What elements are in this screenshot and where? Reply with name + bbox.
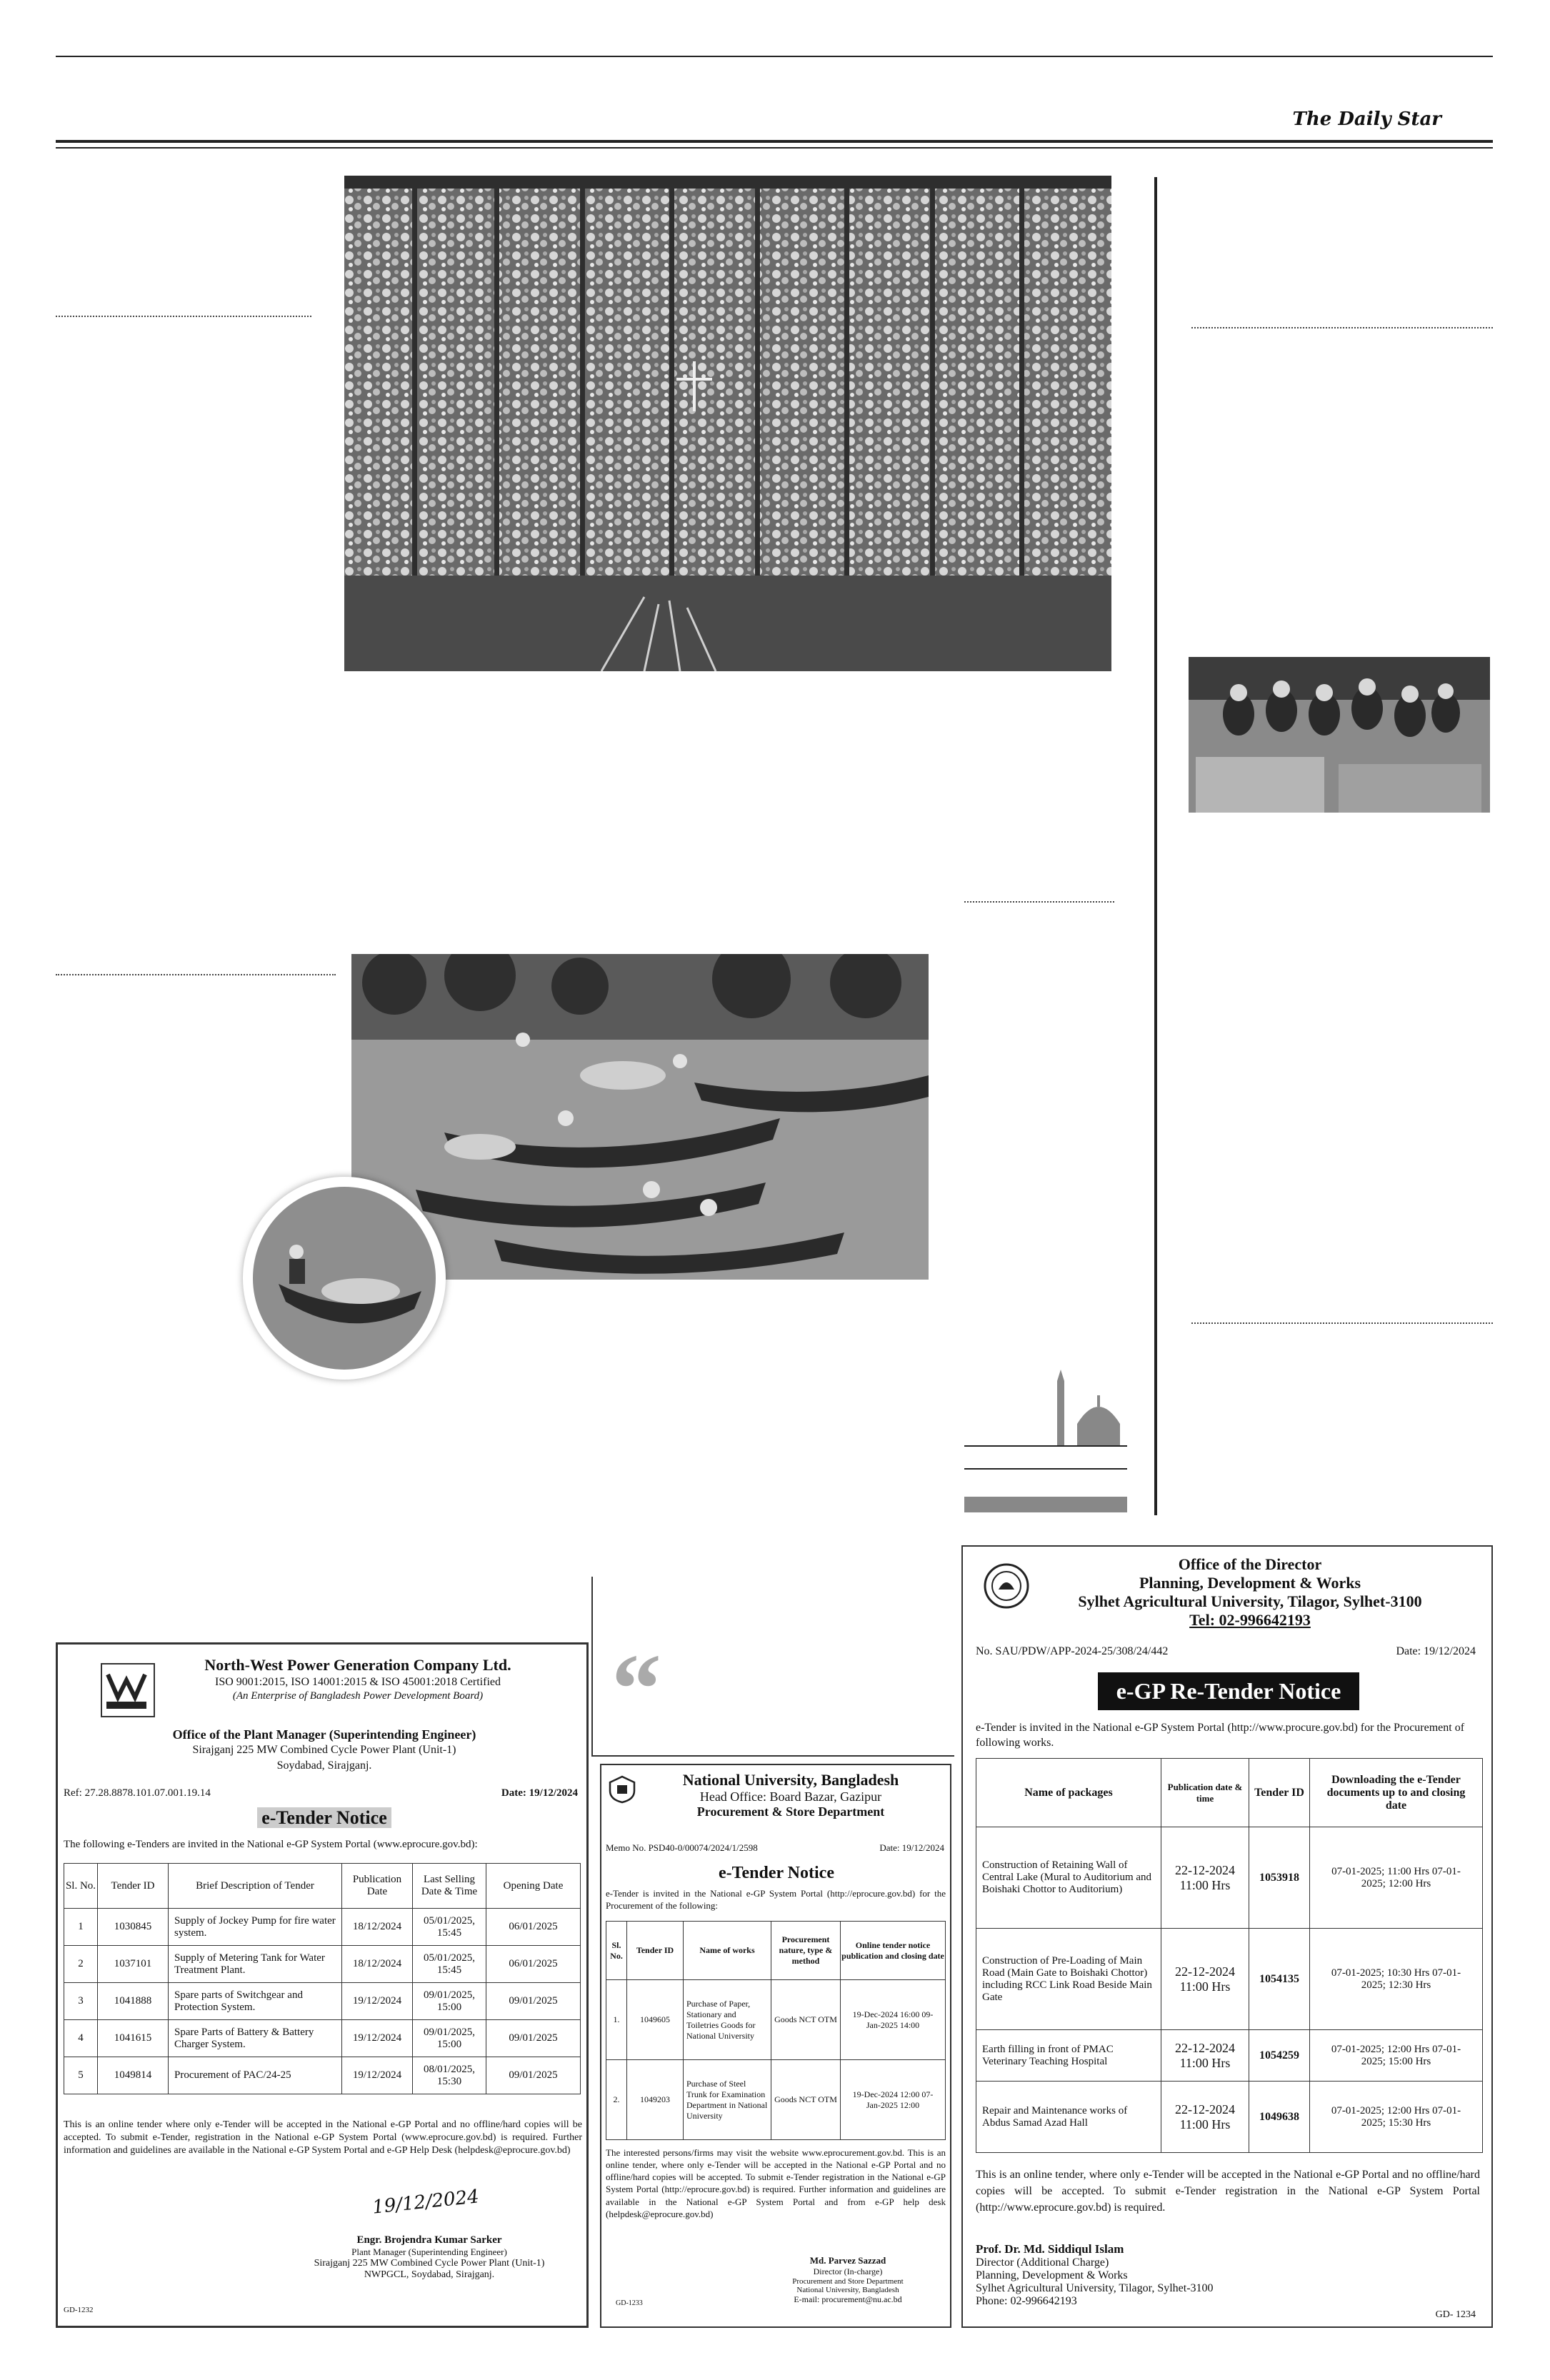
- header-rule-thick: [56, 140, 1493, 143]
- cell: Purchase of Paper, Stationary and Toiletries Goods for National University: [684, 1980, 771, 2060]
- cell: 19-Dec-2024 16:00 09-Jan-2025 14:00: [841, 1980, 946, 2060]
- table-row: [64, 1946, 581, 1983]
- nu-signer-email: E-mail: procurement@nu.ac.bd: [794, 2294, 902, 2304]
- table-row: [976, 2030, 1483, 2082]
- cell: 08/01/2025, 15:30: [413, 2057, 486, 2094]
- cell: Goods NCT OTM: [771, 1980, 841, 2060]
- nu-signer-dept: Procurement and Store Department: [792, 2277, 904, 2286]
- quote-box-border-bottom: [591, 1755, 954, 1757]
- cell: 19/12/2024: [342, 2020, 413, 2057]
- nwpgcl-tender-ad: [56, 1642, 589, 2328]
- nu-notice-title: e-Tender Notice: [719, 1864, 834, 1882]
- cell: 1049638: [1249, 2082, 1310, 2153]
- col-header: Sl. No.: [64, 1864, 98, 1909]
- cell: 1049814: [98, 2057, 169, 2094]
- cell: 3: [64, 1983, 98, 2020]
- table-row: [64, 2057, 581, 2094]
- nu-office: Head Office: Board Bazar, Gazipur: [699, 1789, 882, 1804]
- sau-intro: e-Tender is invited in the National e-GP System Portal (http://www.procure.gov.bd) for the Procurement of following works.: [976, 1722, 1465, 1749]
- cell: 07-01-2025; 12:00 Hrs 07-01-2025; 15:00 Hrs: [1310, 2030, 1483, 2082]
- signer-title: Plant Manager (Superintending Engineer): [351, 2246, 507, 2257]
- signature: 19/12/2024: [371, 2186, 481, 2219]
- nu-signer-title: Director (In-charge): [813, 2266, 883, 2276]
- inset-boat-photo: [243, 1177, 446, 1380]
- separator-mid: [964, 901, 1114, 903]
- quote-mark: “: [611, 1634, 661, 1744]
- enterprise-note: (An Enterprise of Bangladesh Power Development Board): [232, 1690, 484, 1702]
- cell: 1041615: [98, 2020, 169, 2057]
- cell: 1049203: [627, 2060, 684, 2140]
- nu-intro: e-Tender is invited in the National e-GP System Portal (http://eprocure.gov.bd) for the Procurement of the following:: [606, 1888, 946, 1911]
- col-header: Brief Description of Tender: [169, 1864, 342, 1909]
- sau-footer: This is an online tender, where only e-Tender will be accepted in the National e-GP Portal and no offline/hard copies will be accepted. To submit e-Tender registration in the National e-GP System Portal (http://www.eprocure.gov.bd) is required.: [976, 2169, 1480, 2214]
- col-header: Publication date & time: [1161, 1759, 1249, 1827]
- cell: 1.: [606, 1980, 627, 2060]
- tender-table: [64, 1863, 581, 2094]
- notice-title: e-Tender Notice: [257, 1807, 391, 1828]
- col-header: Tender ID: [98, 1864, 169, 1909]
- cell: 18/12/2024: [342, 1909, 413, 1946]
- col-header: Name of works: [684, 1922, 771, 1980]
- nu-signer-org: National University, Bangladesh: [796, 2286, 899, 2294]
- cell: 09/01/2025: [486, 2020, 581, 2057]
- top-rule: [56, 56, 1493, 57]
- aerial-farm-photo: [344, 176, 1111, 671]
- nu-gd-code: GD-1233: [616, 2299, 643, 2307]
- nu-footer: The interested persons/firms may visit the website www.eprocurement.gov.bd. This is an online tender, where only e-Tender will be accepted in the National e-GP Portal and no offline/hard copies will be accepted. To submit e-Tender registration in the National e-GP System Portal (http://eprocure.gov.bd) is required. Further information and guidelines are available in the National e-GP System Portal and from e-GP help desk (helpdesk@eprocure.gov.bd): [606, 2147, 946, 2219]
- cell: 1054135: [1249, 1929, 1310, 2030]
- cell: Construction of Retaining Wall of Central Lake (Mural to Auditorium and Boishaki Chottor to Auditorium): [976, 1827, 1161, 1929]
- nu-date: Date: 19/12/2024: [879, 1842, 944, 1853]
- mosque-base-rule: [964, 1445, 1127, 1447]
- sau-signer: Prof. Dr. Md. Siddiqul Islam: [976, 2242, 1124, 2256]
- plant-location: Soydabad, Sirajganj.: [276, 1759, 372, 1772]
- cell: 1054259: [1249, 2030, 1310, 2082]
- sau-gd-code: GD- 1234: [1435, 2309, 1476, 2320]
- cell: 1037101: [98, 1946, 169, 1983]
- header-rule-thin: [56, 147, 1493, 149]
- cell: 2.: [606, 2060, 627, 2140]
- nu-dept: Procurement & Store Department: [696, 1804, 885, 1819]
- separator-right-2: [1191, 1322, 1493, 1324]
- table-row: [976, 1827, 1483, 1929]
- table-header-row: [976, 1759, 1483, 1827]
- ref-number: Ref: 27.28.8878.101.07.001.19.14: [64, 1787, 211, 1799]
- col-header: Opening Date: [486, 1864, 581, 1909]
- col-header: Tender ID: [1249, 1759, 1310, 1827]
- sau-univ: Sylhet Agricultural University, Tilagor, Sylhet-3100: [1078, 1592, 1422, 1610]
- separator-right-1: [1191, 327, 1493, 328]
- cell: 22-12-2024 11:00 Hrs: [1161, 1929, 1249, 2030]
- col-header: Downloading the e-Tender documents up to and closing date: [1310, 1759, 1483, 1827]
- table-row: [64, 1983, 581, 2020]
- masthead: The Daily Star: [1292, 109, 1441, 130]
- cell: Purchase of Steel Trunk for Examination Department in National University: [684, 2060, 771, 2140]
- table-row: [606, 2060, 946, 2140]
- cell: Repair and Maintenance works of Abdus Samad Azad Hall: [976, 2082, 1161, 2153]
- sau-tender-table: [976, 1758, 1483, 2153]
- memo-number: Memo No. PSD40-0/00074/2024/1/2598: [606, 1842, 758, 1853]
- cell: 18/12/2024: [342, 1946, 413, 1983]
- col-header: Sl. No.: [606, 1922, 627, 1980]
- cell: 07-01-2025; 11:00 Hrs 07-01-2025; 12:00 Hrs: [1310, 1827, 1483, 1929]
- table-row: [64, 2020, 581, 2057]
- signer-location: NWPGCL, Soydabad, Sirajganj.: [364, 2269, 495, 2280]
- signer-name: Engr. Brojendra Kumar Sarker: [356, 2234, 502, 2246]
- sau-date: Date: 19/12/2024: [1396, 1645, 1476, 1657]
- cell: 09/01/2025, 15:00: [413, 1983, 486, 2020]
- cell: 4: [64, 2020, 98, 2057]
- national-university-tender-ad: [600, 1764, 951, 2328]
- sau-signer-phone: Phone: 02-996642193: [976, 2295, 1077, 2307]
- cell: Goods NCT OTM: [771, 2060, 841, 2140]
- cell: Construction of Pre-Loading of Main Road (Main Gate to Boishaki Chottor) including RCC Link Road Beside Main Gate: [976, 1929, 1161, 2030]
- cell: Spare parts of Switchgear and Protection System.: [169, 1983, 342, 2020]
- sau-tel: Tel: 02-996642193: [1189, 1611, 1311, 1629]
- col-header: Procurement nature, type & method: [771, 1922, 841, 1980]
- signer-plant: Sirajganj 225 MW Combined Cycle Power Plant (Unit-1): [314, 2258, 545, 2269]
- table-header-row: [64, 1864, 581, 1909]
- col-header: Online tender notice publication and closing date: [841, 1922, 946, 1980]
- sau-ref-no: No. SAU/PDW/APP-2024-25/308/24/442: [976, 1645, 1169, 1657]
- plant-name: Sirajganj 225 MW Combined Cycle Power Plant (Unit-1): [192, 1744, 456, 1756]
- cell: 07-01-2025; 12:00 Hrs 07-01-2025; 15:30 Hrs: [1310, 2082, 1483, 2153]
- table-row: [606, 1980, 946, 2060]
- col-header: Name of packages: [976, 1759, 1161, 1827]
- sau-dept: Planning, Development & Works: [1139, 1574, 1361, 1592]
- cell: 22-12-2024 11:00 Hrs: [1161, 2082, 1249, 2153]
- cell: 1030845: [98, 1909, 169, 1946]
- quote-box-border-left: [591, 1577, 593, 1757]
- cell: 06/01/2025: [486, 1946, 581, 1983]
- sau-signer-dept: Planning, Development & Works: [976, 2269, 1128, 2281]
- mosque-icon: [1047, 1368, 1133, 1445]
- cell: 1049605: [627, 1980, 684, 2060]
- notice-date: Date: 19/12/2024: [501, 1787, 578, 1799]
- mosque-thin-rule: [964, 1468, 1127, 1470]
- nu-tender-table: [606, 1921, 946, 2140]
- separator-left-2: [56, 974, 336, 975]
- cell: 09/01/2025: [486, 1983, 581, 2020]
- sau-office: Office of the Director: [1178, 1555, 1322, 1573]
- table-header-row: [606, 1922, 946, 1980]
- notice-footer: This is an online tender where only e-Tender will be accepted in the National e-GP Portal and no offline/hard copies will be accepted. To submit e-Tender, registration in the National e-GP System Portal (www.eprocure.gov.bd) is required. Further information and guidelines are available in the National e-GP System Portal and e-GP Help Desk (helpdesk@eprocure.gov.bd): [64, 2119, 582, 2156]
- company-name: North-West Power Generation Company Ltd.: [204, 1656, 511, 1674]
- sau-retender-ad: [961, 1545, 1493, 2328]
- col-header: Publication Date: [342, 1864, 413, 1909]
- column-divider: [1154, 177, 1157, 1515]
- vegetable-market-photo: [1189, 657, 1490, 813]
- nu-name: National University, Bangladesh: [682, 1771, 899, 1789]
- cell: Earth filling in front of PMAC Veterinary Teaching Hospital: [976, 2030, 1161, 2082]
- notice-intro: The following e-Tenders are invited in the National e-GP System Portal (www.eprocure.gov.bd):: [64, 1839, 478, 1850]
- cell: Spare Parts of Battery & Battery Charger System.: [169, 2020, 342, 2057]
- cell: 2: [64, 1946, 98, 1983]
- sau-signer-univ: Sylhet Agricultural University, Tilagor, Sylhet-3100: [976, 2282, 1214, 2294]
- gray-bar: [964, 1497, 1127, 1512]
- cell: Supply of Metering Tank for Water Treatment Plant.: [169, 1946, 342, 1983]
- cell: 06/01/2025: [486, 1909, 581, 1946]
- cell: 07-01-2025; 10:30 Hrs 07-01-2025; 12:30 Hrs: [1310, 1929, 1483, 2030]
- cell: 5: [64, 2057, 98, 2094]
- office-name: Office of the Plant Manager (Superintending Engineer): [172, 1727, 476, 1742]
- table-row: [64, 1909, 581, 1946]
- cell: 22-12-2024 11:00 Hrs: [1161, 2030, 1249, 2082]
- cell: 22-12-2024 11:00 Hrs: [1161, 1827, 1249, 1929]
- cell: Procurement of PAC/24-25: [169, 2057, 342, 2094]
- col-header: Tender ID: [627, 1922, 684, 1980]
- cell: 1041888: [98, 1983, 169, 2020]
- cell: 05/01/2025, 15:45: [413, 1909, 486, 1946]
- gd-code: GD-1232: [64, 2306, 94, 2314]
- cell: 19/12/2024: [342, 2057, 413, 2094]
- cell: Supply of Jockey Pump for fire water system.: [169, 1909, 342, 1946]
- cell: 1: [64, 1909, 98, 1946]
- separator-left-1: [56, 316, 311, 317]
- cell: 05/01/2025, 15:45: [413, 1946, 486, 1983]
- cell: 09/01/2025: [486, 2057, 581, 2094]
- col-header: Last Selling Date & Time: [413, 1864, 486, 1909]
- nwpgcl-logo: [101, 1663, 155, 1717]
- nu-signer: Md. Parvez Sazzad: [809, 2255, 886, 2266]
- table-row: [976, 2082, 1483, 2153]
- cell: 19/12/2024: [342, 1983, 413, 2020]
- cell: 09/01/2025, 15:00: [413, 2020, 486, 2057]
- iso-cert: ISO 9001:2015, ISO 14001:2015 & ISO 45001:2018 Certified: [215, 1676, 501, 1688]
- sau-signer-title: Director (Additional Charge): [976, 2256, 1109, 2269]
- cell: 19-Dec-2024 12:00 07-Jan-2025 12:00: [841, 2060, 946, 2140]
- sau-notice-title: e-GP Re-Tender Notice: [1098, 1672, 1360, 1710]
- cell: 1053918: [1249, 1827, 1310, 1929]
- table-row: [976, 1929, 1483, 2030]
